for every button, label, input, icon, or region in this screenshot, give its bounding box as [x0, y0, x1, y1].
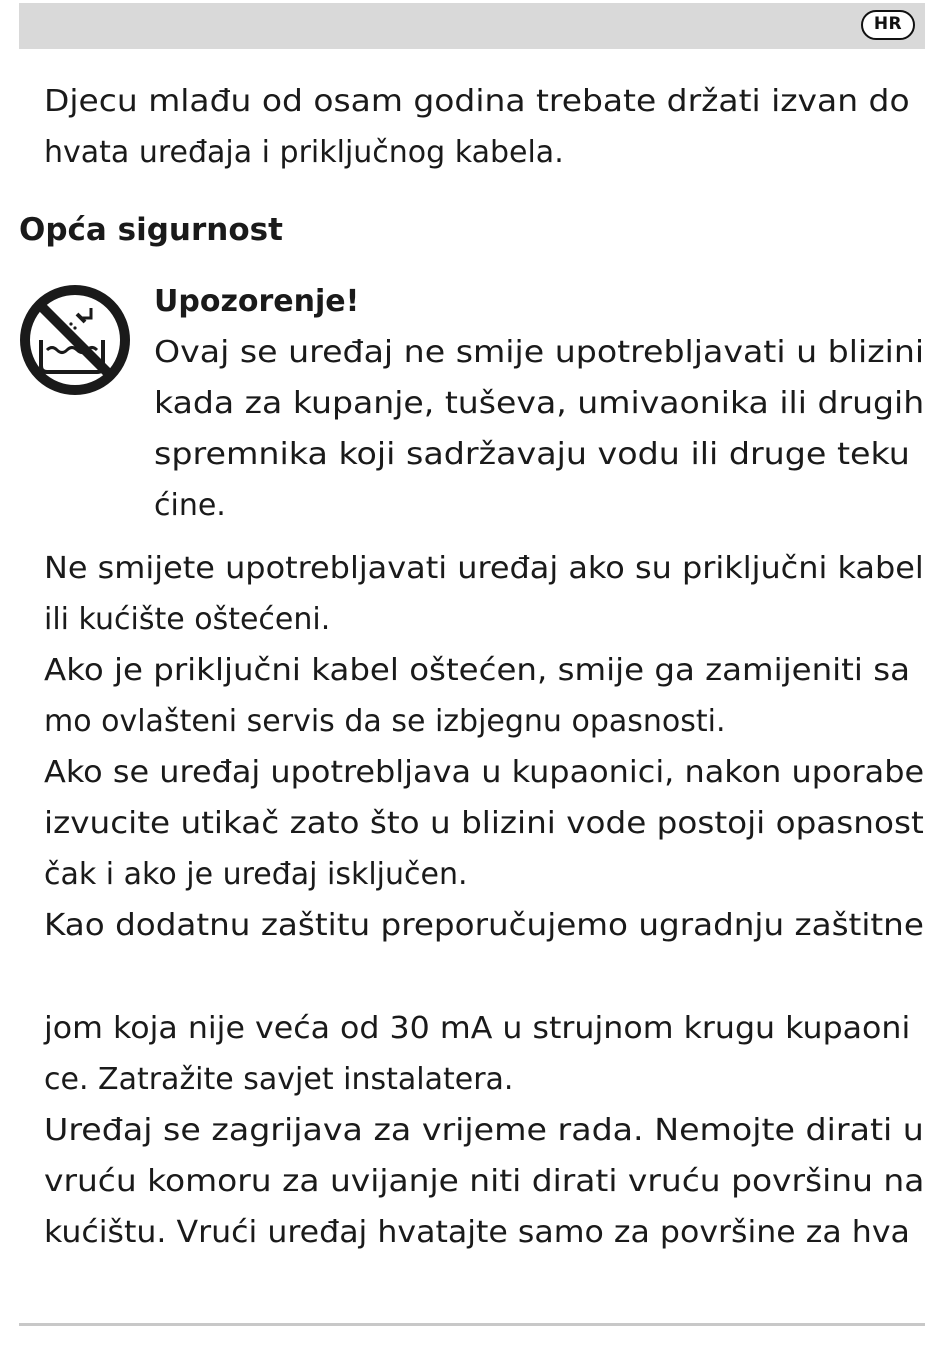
- footer-rule: [19, 1323, 925, 1326]
- body-line: izvucite utikač zato što u blizini vode postoji opasnost: [44, 806, 924, 841]
- warning-line: spremnika koji sadržavaju vodu ili druge teku: [154, 437, 910, 472]
- body-line: Ako je priključni kabel oštećen, smije ga zamijeniti sa: [44, 653, 910, 688]
- body-line: ili kućište oštećeni.: [44, 602, 331, 637]
- warning-title: Upozorenje!: [154, 284, 360, 319]
- body-line: Uređaj se zagrijava za vrijeme rada. Nemojte dirati u: [44, 1113, 924, 1148]
- header-bar: [19, 3, 925, 49]
- body-line: mo ovlašteni servis da se izbjegnu opasnosti.: [44, 704, 726, 739]
- body-line: čak i ako je uređaj isključen.: [44, 857, 468, 892]
- body-line: Kao dodatnu zaštitu preporučujemo ugradnju zaštitne: [44, 908, 924, 943]
- language-badge: HR: [861, 10, 915, 40]
- body-line: jom koja nije veća od 30 mA u strujnom krugu kupaoni: [44, 1011, 911, 1046]
- body-line: Ne smijete upotrebljavati uređaj ako su priključni kabel: [44, 551, 924, 586]
- no-water-bath-icon: [19, 284, 131, 396]
- body-line: ce. Zatražite savjet instalatera.: [44, 1062, 514, 1097]
- body-line: vruću komoru za uvijanje niti dirati vruću površinu na: [44, 1164, 925, 1199]
- warning-line: Ovaj se uređaj ne smije upotrebljavati u blizini: [154, 335, 925, 370]
- body-line: Ako se uređaj upotrebljava u kupaonici, nakon uporabe: [44, 755, 925, 790]
- warning-line: ćine.: [154, 488, 226, 523]
- warning-line: kada za kupanje, tuševa, umivaonika ili drugih: [154, 386, 925, 421]
- intro-line: hvata uređaja i priključnog kabela.: [44, 135, 564, 170]
- intro-line: Djecu mlađu od osam godina trebate držati izvan do: [44, 84, 910, 119]
- section-heading: Opća sigurnost: [19, 212, 283, 248]
- body-line: kućištu. Vrući uređaj hvatajte samo za površine za hva: [44, 1215, 910, 1250]
